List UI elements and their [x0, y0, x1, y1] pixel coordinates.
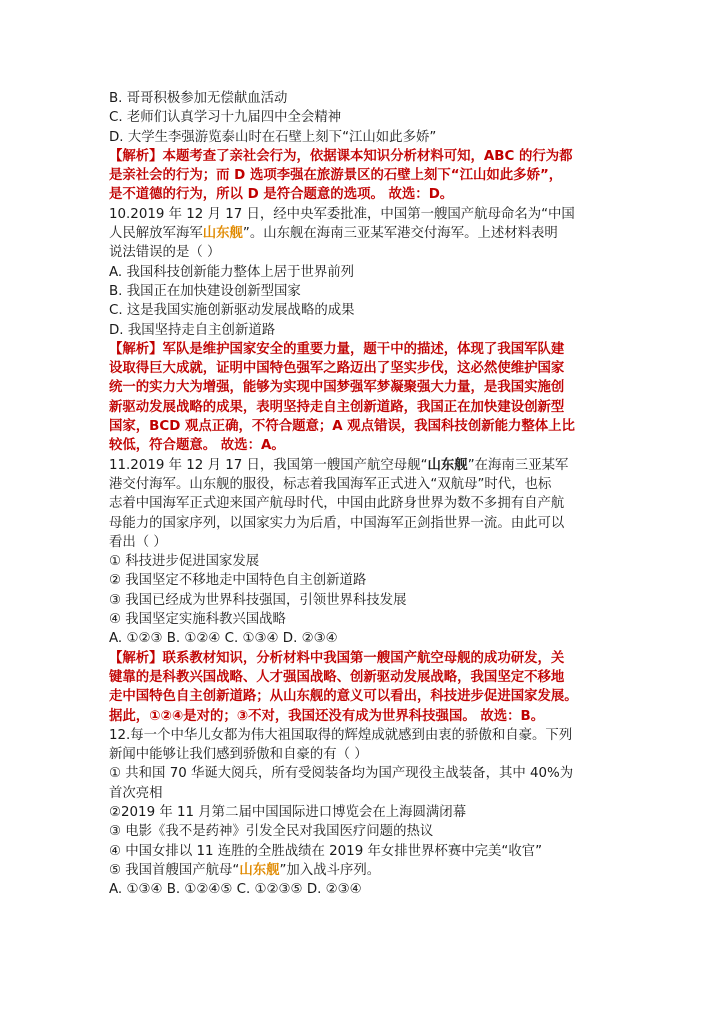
q9-option-d: D. 大学生李强游览泰山时在石壁上刻下“江山如此多娇”: [109, 129, 437, 145]
q12-item: [109, 861, 619, 880]
q11-choices: A. ①②③ B. ①②④ C. ①③④ D. ②③④: [109, 631, 338, 647]
q11-stem-line: [109, 456, 619, 475]
q10-analysis-line: 较低，符合题意。 故选：A。: [109, 438, 285, 454]
q10-stem-line: 说法错误的是（ ）: [109, 245, 221, 261]
q9-option-c: C. 老师们认真学习十九届四中全会精神: [109, 110, 342, 126]
document-body: [109, 89, 619, 899]
q12-item-text: ⑤ 我国首艘国产航母“: [109, 862, 240, 878]
q10-analysis-line: 统一的实力大为增强，能够为实现中国梦强军梦凝聚强大力量，是我国实施创: [109, 380, 565, 396]
q10-analysis-line: 【解析】军队是维护国家安全的重要力量，题干中的描述，体现了我国军队建: [109, 341, 565, 357]
q11-stem-line: 母能力的国家序列，以国家实力为后盾，中国海军正剑指世界一流。由此可以: [109, 515, 565, 531]
q9-option-b: B. 哥哥积极参加无偿献血活动: [109, 91, 288, 106]
q10-stem-line: [109, 224, 619, 243]
q12-item: ① 共和国 70 华诞大阅兵，所有受阅装备均为国产现役主战装备，其中 40%为: [109, 766, 574, 782]
q11-stem-line: 志着中国海军正式迎来国产航母时代，中国由此跻身世界为数不多拥有自产航: [109, 496, 565, 512]
q12-stem-line: 12.每一个中华儿女都为伟大祖国取得的辉煌成就感到由衷的骄傲和自豪。下列: [109, 727, 573, 743]
q11-item: ④ 我国坚定实施科教兴国战略: [109, 612, 286, 628]
q10-analysis-line: 国家，BCD 观点正确，不符合题意；A 观点错误，我国科技创新能力整体上比: [109, 419, 575, 435]
q11-stem-line: 港交付海军。山东舰的服役，标志着我国海军正式进入“双航母”时代，也标: [109, 476, 552, 492]
q11-analysis-line: 【解析】联系教材知识，分析材料中我国第一艘国产航空母舰的成功研发，关: [109, 650, 565, 666]
q11-analysis-line: 键靠的是科教兴国战略、人才强国战略、创新驱动发展战略，我国坚定不移地: [109, 669, 565, 685]
q12-ship-name: 山东舰: [239, 862, 280, 878]
q10-ship-name: 山东舰: [202, 226, 243, 242]
q10-analysis-line: 新驱动发展战略的成果，表明坚持走自主创新道路，我国正在加快建设创新型: [109, 399, 565, 415]
q11-item: ② 我国坚定不移地走中国特色自主创新道路: [109, 573, 367, 589]
q11-ship-name: 山东舰: [427, 457, 468, 473]
q12-item: ④ 中国女排以 11 连胜的全胜战绩在 2019 年女排世界杯赛中完美“收官”: [109, 843, 543, 859]
q12-choices: A. ①③④ B. ①②④⑤ C. ①②③⑤ D. ②③④: [109, 882, 362, 898]
q10-analysis-line: 设取得巨大成就，证明中国特色强军之路迈出了坚实步伐，这必然使维护国家: [109, 361, 565, 377]
q12-item: ②2019 年 11 月第二届中国国际进口博览会在上海圆满闭幕: [109, 804, 467, 820]
q10-option-d: D. 我国坚持走自主创新道路: [109, 322, 276, 338]
q10-option-b: B. 我国正在加快建设创新型国家: [109, 283, 301, 299]
q10-stem-line: 10.2019 年 12 月 17 日，经中央军委批准，中国第一艘国产航母命名为“中国: [109, 206, 575, 222]
q9-analysis-line: 【解析】本题考查了亲社会行为，依据课本知识分析材料可知，ABC 的行为都: [109, 148, 573, 164]
q11-stem-text: ”在海南三亚某军: [467, 457, 569, 473]
q11-analysis-line: 走中国特色自主创新道路；从山东舰的意义可以看出，科技进步促进国家发展。: [109, 689, 578, 705]
q10-stem-text: ”。山东舰在海南三亚某军港交付海军。上述材料表明: [242, 226, 558, 242]
q11-stem-line: 看出（ ）: [109, 534, 167, 550]
q9-analysis-line: 是不道德的行为，所以 D 是符合题意的选项。 故选：D。: [109, 187, 454, 203]
q12-item-text: ”加入战斗序列。: [279, 862, 381, 878]
q11-stem-text: 11.2019 年 12 月 17 日，我国第一艘国产航空母舰“: [109, 457, 428, 473]
q10-option-a: A. 我国科技创新能力整体上居于世界前列: [109, 264, 355, 280]
q12-stem-line: 新闻中能够让我们感到骄傲和自豪的有（ ）: [109, 747, 368, 763]
q12-item: 首次亮相: [109, 785, 163, 801]
q11-analysis-line: 据此，①②④是对的；③不对，我国还没有成为世界科技强国。 故选：B。: [109, 708, 545, 724]
q10-option-c: C. 这是我国实施创新驱动发展战略的成果: [109, 303, 355, 319]
q9-analysis-line: 是亲社会的行为；而 D 选项李强在旅游景区的石壁上刻下“江山如此多娇”，: [109, 168, 563, 184]
q11-item: ③ 我国已经成为世界科技强国，引领世界科技发展: [109, 592, 407, 608]
q10-stem-text: 人民解放军海军: [109, 226, 203, 242]
q11-item: ① 科技进步促进国家发展: [109, 554, 260, 570]
q12-item: ③ 电影《我不是药神》引发全民对我国医疗问题的热议: [109, 824, 434, 840]
